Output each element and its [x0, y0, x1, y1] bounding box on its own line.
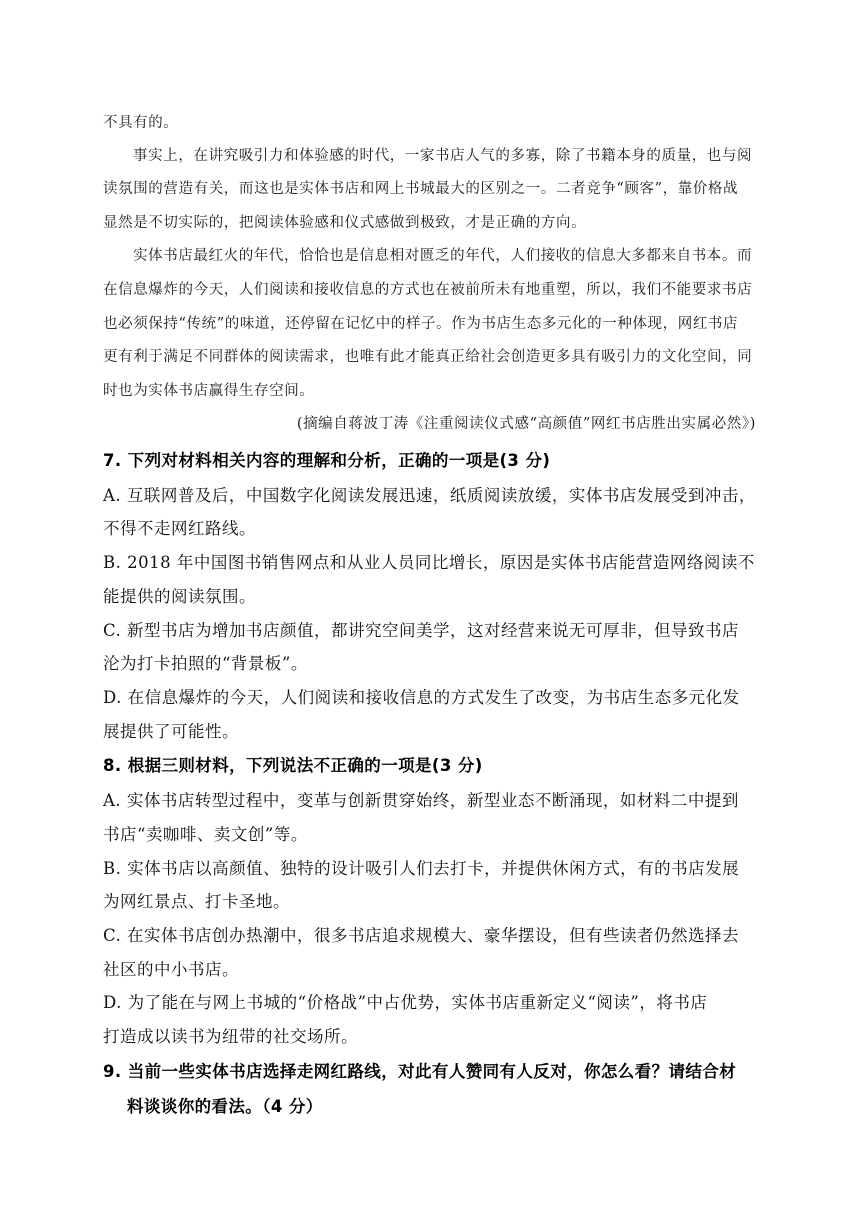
q8-option-d: D. 为了能在与网上书城的“价格战”中占优势，实体书店重新定义“阅读”，将书店: [103, 993, 708, 1012]
passage-line: 更有利于满足不同群体的阅读需求，也唯有此才能真正给社会创造更多具有吸引力的文化空间，同: [103, 349, 753, 365]
passage-line: 也必须保持“传统”的味道，还停留在记忆中的样子。作为书店生态多元化的一种体现，网红书店: [103, 316, 739, 332]
question-8-stem: 8. 根据三则材料，下列说法不正确的一项是(3 分): [103, 756, 483, 775]
question-9-stem-cont: 料谈谈你的看法。（4 分）: [127, 1097, 323, 1116]
q8-option-b: B. 实体书店以高颜值、独特的设计吸引人们去打卡，并提供休闲方式，有的书店发展: [103, 859, 740, 878]
q7-option-b: B. 2018 年中国图书销售网点和从业人员同比增长，原因是实体书店能营造网络阅读不: [103, 553, 755, 572]
passage-line: 显然是不切实际的，把阅读体验感和仪式感做到极致，才是正确的方向。: [103, 215, 587, 231]
q8-option-c-cont: 社区的中小书店。: [103, 960, 239, 979]
passage-line: 读氛围的营造有关，而这也是实体书店和网上书城最大的区别之一。二者竞争“顾客”，靠价格战: [103, 181, 739, 197]
passage-line: 实体书店最红火的年代，恰恰也是信息相对匮乏的年代，人们接收的信息大多都来自书本。而: [133, 248, 753, 264]
passage-line: 时也为实体书店赢得生存空间。: [103, 383, 315, 399]
passage-line: 在信息爆炸的今天，人们阅读和接收信息的方式也在被前所未有地重塑，所以，我们不能要求书店: [103, 282, 753, 298]
q7-option-b-cont: 能提供的阅读氛围。: [103, 587, 256, 606]
q7-option-c: C. 新型书店为增加书店颜值，都讲究空间美学，这对经营来说无可厚非，但导致书店: [103, 621, 740, 640]
passage-line: 事实上，在讲究吸引力和体验感的时代，一家书店人气的多寡，除了书籍本身的质量，也与阅: [133, 148, 753, 164]
question-9-stem: 9. 当前一些实体书店选择走网红路线，对此有人赞同有人反对，你怎么看？请结合材: [103, 1062, 737, 1081]
question-7-stem: 7. 下列对材料相关内容的理解和分析，正确的一项是(3 分): [103, 451, 551, 470]
q7-option-a-cont: 不得不走网红路线。: [103, 519, 256, 538]
q7-option-a: A. 互联网普及后，中国数字化阅读发展迅速，纸质阅读放缓，实体书店发展受到冲击，: [103, 486, 756, 505]
q8-option-a: A. 实体书店转型过程中，变革与创新贯穿始终，新型业态不断涌现，如材料二中提到: [103, 791, 739, 810]
q8-option-d-cont: 打造成以读书为纽带的社交场所。: [103, 1027, 358, 1046]
q7-option-d: D. 在信息爆炸的今天，人们阅读和接收信息的方式发生了改变，为书店生态多元化发: [103, 688, 740, 707]
q7-option-d-cont: 展提供了可能性。: [103, 722, 239, 741]
q8-option-c: C. 在实体书店创办热潮中，很多书店追求规模大、豪华摆设，但有些读者仍然选择去: [103, 926, 740, 945]
passage-source: (摘编自蒋波丁涛《注重阅读仪式感“高颜值”网红书店胜出实属必然》): [296, 416, 756, 432]
q8-option-a-cont: 书店“卖咖啡、卖文创”等。: [103, 825, 308, 844]
passage-line: 不具有的。: [103, 115, 179, 131]
q8-option-b-cont: 为网红景点、打卡圣地。: [103, 892, 290, 911]
q7-option-c-cont: 沦为打卡拍照的“背景板”。: [103, 654, 308, 673]
